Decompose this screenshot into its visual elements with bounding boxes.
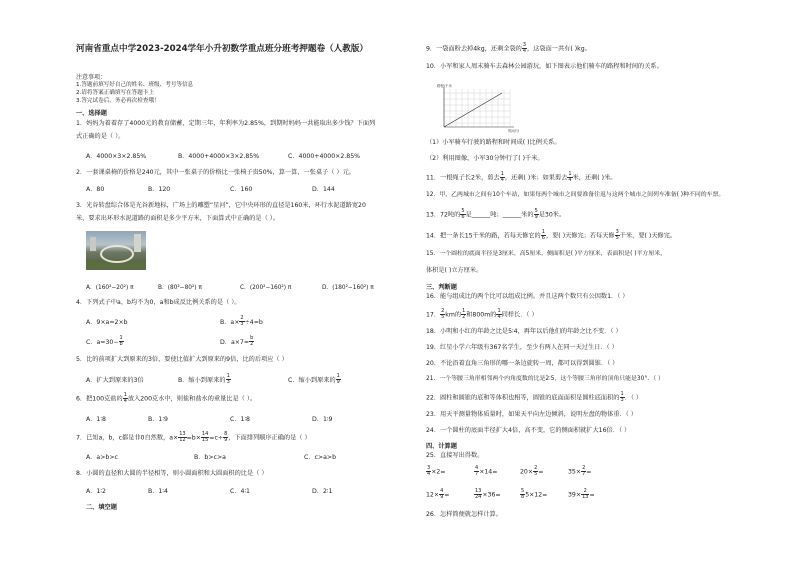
question-17: 17． $\frac{2}{5}$ km的 $\frac{1}{2}$ 和800m的 $\frac{1}{4}$ 同样长．（ ） bbox=[426, 308, 538, 320]
question-15: 15．一个圆柱的底面半径是3厘米，高5厘米，侧面积是( )平方厘米，表面积是( )平方厘米， bbox=[426, 251, 666, 257]
section-judge: 三、判断题 bbox=[426, 284, 457, 291]
fraction: $\frac{2}{5}$ bbox=[441, 308, 445, 320]
question-12: 12．甲、乙两城市之间有10个车站，如果每两个城市之间要准备往返与这两个城市之间列车准备( )种不同的车票。 bbox=[426, 192, 725, 198]
note-item: 2.请将答案正确填写在答题卡上 bbox=[76, 90, 155, 96]
option: B．(80²−80²) π bbox=[158, 285, 202, 291]
question-1: 1．妈妈为着着存了4000元的教育储蓄，定期三年，年利率为2.85%，到期时妈妈一共能取出多少钱？下面列 bbox=[76, 120, 376, 127]
question-5-options bbox=[86, 374, 341, 385]
fraction: $\frac{3}{4}$ bbox=[522, 42, 527, 54]
fraction: $\frac{13}{12}$ bbox=[179, 431, 186, 443]
calc-item: 20× $\frac{2}{5}$ = bbox=[520, 465, 544, 477]
section-calc: 四、计算题 bbox=[426, 443, 457, 450]
graph-x-label: 时间/分 bbox=[508, 129, 520, 133]
calc-item: 39× $\frac{2}{13}$ = bbox=[568, 488, 595, 500]
note-item: 3.答完试卷后，务必再次检查哦！ bbox=[76, 98, 160, 104]
option: A．1∶2 bbox=[86, 488, 106, 495]
fraction: $\frac{13}{24}$ bbox=[475, 488, 482, 500]
option: D．1∶9 bbox=[312, 416, 333, 423]
section-choice: 一、选择题 bbox=[76, 110, 107, 117]
option: C．a=30− $\frac{1}{b}$ bbox=[86, 335, 123, 347]
fraction: $\frac{2}{13}$ bbox=[582, 488, 589, 500]
option: B．120 bbox=[148, 186, 171, 193]
calc-item: $\frac{13}{24}$ ×36= bbox=[475, 488, 501, 500]
fraction: $\frac{1}{9}$ bbox=[336, 373, 340, 385]
fraction: $\frac{2}{5}$ bbox=[534, 465, 538, 477]
fraction: $\frac{14}{15}$ bbox=[201, 431, 209, 443]
option: A．4000×3×2.85% bbox=[86, 153, 147, 160]
question-9: 9．一袋面粉去掉4kg，还剩全袋的 $\frac{3}{4}$ ，这袋面一共有( )kg。 bbox=[426, 42, 591, 54]
question-19: 19．红星小学六年级有367名学生，至少有两人在同一天过生日．（ ） bbox=[426, 344, 618, 351]
page-title: 河南省重点中学2023-2024学年小升初数学重点班分班考押题卷（人教版） bbox=[76, 44, 369, 54]
question-2-options bbox=[86, 184, 335, 193]
question-1-options bbox=[86, 151, 360, 160]
option: C．4∶1 bbox=[230, 488, 250, 495]
fraction: $\frac{5}{8}$ bbox=[521, 488, 525, 500]
fraction: $\frac{8}{9}$ bbox=[224, 431, 228, 443]
question-8-options bbox=[86, 486, 332, 495]
note-item: 1.答题前填写好自己的姓名、班级、考号等信息 bbox=[76, 82, 194, 88]
option: B．1∶9 bbox=[148, 416, 168, 423]
option: A．(160²−20²) π bbox=[86, 285, 134, 291]
option: C．4000+4000×2.85% bbox=[288, 153, 361, 160]
section-fill: 二、填空题 bbox=[86, 504, 117, 511]
option: D．144 bbox=[312, 186, 335, 193]
fraction: $\frac{3}{4}$ bbox=[427, 465, 431, 477]
fraction: $\frac{2}{7}$ bbox=[582, 465, 586, 477]
question-10: 10．小军和家人周末骑车去森林公园游玩，如下图表示他们骑车的路程和时间的关系。 bbox=[426, 63, 663, 70]
question-6-options bbox=[86, 414, 332, 423]
calc-item: $\frac{3}{4}$ ×2= bbox=[427, 465, 446, 477]
option: C．c>a>b bbox=[304, 454, 336, 461]
option: B．1∶4 bbox=[148, 488, 168, 495]
option: C．(200²−160²) π bbox=[240, 285, 292, 291]
option: B．a× $\frac{2}{3}$ ÷4=b bbox=[220, 315, 263, 327]
distance-time-graph bbox=[436, 83, 522, 133]
option: A．9×a=2×b bbox=[86, 318, 128, 326]
question-25: 25．直接写出得数。 bbox=[426, 452, 484, 459]
fraction: $\frac{3}{5}$ bbox=[615, 229, 619, 241]
fraction: $\frac{1}{4}$ bbox=[123, 392, 127, 404]
question-26: 26．怎样简便就怎样计算。 bbox=[426, 511, 502, 518]
fraction: $\frac{4}{7}$ bbox=[475, 465, 479, 477]
fraction: $\frac{1}{b}$ bbox=[119, 335, 123, 347]
question-7: 7．已知a，b，c都是非0自然数，a× $\frac{13}{12}$ =b× $\frac{14}{15}$ =c÷ $\frac{8}{9}$ ，下面排列顺序正确的是（ ） bbox=[76, 431, 311, 443]
question-21: 21．一个等腰三角形相邻两个内角度数的比是2∶5，这个等腰三角形的顶角只能是30°．（ ） bbox=[426, 376, 664, 382]
fraction: $\frac{1}{3}$ bbox=[620, 391, 624, 403]
fraction: $\frac{1}{4}$ bbox=[500, 171, 504, 183]
fraction: $\frac{5}{6}$ bbox=[461, 208, 465, 220]
question-3: 3．光谷转盘综合体是光谷新地标，广场上的雕塑“星河”，它中央环形的直径是160米，环行水泥道路宽20 bbox=[76, 202, 366, 209]
option: A．80 bbox=[86, 186, 105, 193]
option: B．4000+4000×3×2.85% bbox=[178, 153, 260, 160]
question-4-options-row1 bbox=[86, 316, 263, 327]
question-22: 22．圆柱和圆锥的底和等体积也相等，圆锥的底面面积是圆柱底面积的 $\frac{1}{3}$ ．（ ） bbox=[426, 391, 643, 403]
question-1-line2: 式正确的是（ ）。 bbox=[76, 133, 125, 140]
option: D．(180²−160²) π bbox=[322, 285, 374, 291]
option: C．160 bbox=[230, 186, 253, 193]
question-3-options bbox=[86, 282, 374, 291]
question-18: 18．小明和小红的年龄之比是5∶4，再年以后他们的年龄之比不变．（ ） bbox=[426, 328, 622, 335]
question-4-options-row2 bbox=[86, 336, 254, 347]
calc-item: 12× $\frac{4}{9}$ = bbox=[426, 488, 450, 500]
question-2: 2．一套课桌椅的价格是240元，其中一张桌子的价格比一张椅子贵50%，算一算，一张桌子（ ）元。 bbox=[76, 169, 355, 176]
option: C．1∶8 bbox=[230, 416, 250, 423]
calc-item: $\frac{5}{8}$ 5×12= bbox=[521, 488, 548, 500]
graph-y-label: 路程/千米 bbox=[437, 84, 452, 88]
fraction: $\frac{1}{3}$ bbox=[226, 373, 230, 385]
calc-item: 35× $\frac{2}{7}$ = bbox=[568, 465, 592, 477]
option: C．缩小到原来的 $\frac{1}{9}$ bbox=[288, 373, 340, 385]
question-16: 16．能与组成比的两个比可以组成比例。并且这两个数只有公因数1．（ ） bbox=[426, 293, 629, 300]
question-20: 20．不论沿着直角三角形的哪一条边旋转一周，都可以得到圆锥．（ ） bbox=[426, 360, 619, 367]
fraction: $\frac{1}{4}$ bbox=[497, 308, 501, 320]
question-13: 13．72吨的 $\frac{5}{6}$ 是______吨；______米的 $\frac{5}{9}$ 是30米。 bbox=[426, 208, 566, 220]
option: D．a×7= $\frac{b}{2}$ bbox=[220, 335, 254, 347]
question-6: 6．把100克盐的 $\frac{1}{4}$ 放入200克水中，则盐和盐水的重量比是（ ）。 bbox=[76, 392, 257, 404]
question-8: 8．小圆的直径和大圆的半径相等，则小圆面积和大圆面积的比是（ ） bbox=[76, 470, 268, 477]
question-11: 11．一根绳子长2米，剪去 $\frac{1}{4}$ ，还剩( )米；如果剪去 $\frac{1}{4}$ 米，还剩( )米。 bbox=[426, 171, 617, 183]
question-10-part1: （1）小军骑车行驶的路程和时间成( )比例关系。 bbox=[426, 139, 561, 146]
question-5: 5．比的前项扩大到原来的3倍，要使比值扩大到原来的9倍，比的后项应（ ） bbox=[76, 356, 288, 363]
question-14: 14．把一条长15千米的路，若每天修它的 $\frac{1}{6}$ ，要( )天修完；若每天修 $\frac{3}{5}$ 千米，要( )天修完。 bbox=[426, 229, 677, 241]
option: D．2∶1 bbox=[312, 488, 333, 495]
question-10-part2: （2）利用图像，小军30分钟行了( )千米。 bbox=[426, 155, 544, 162]
question-15-line2: 体积是( )立方厘米。 bbox=[426, 267, 483, 274]
sculpture-photo bbox=[86, 231, 146, 270]
fraction: $\frac{b}{2}$ bbox=[250, 335, 254, 347]
fraction: $\frac{2}{3}$ bbox=[240, 315, 244, 327]
calc-item: $\frac{4}{7}$ ×14= bbox=[475, 465, 498, 477]
fraction: $\frac{4}{9}$ bbox=[440, 488, 444, 500]
option: A．扩大到原来的3倍 bbox=[86, 376, 144, 384]
fraction: $\frac{1}{2}$ bbox=[462, 308, 466, 320]
question-24: 24．一个圆柱的底面半径扩大4倍，高不变，它的侧面积就扩大16倍．（ ） bbox=[426, 427, 631, 434]
question-3-line2: 米，要求出环形水泥道路的面积是多少平方米，下面算式中正确的是（ ）。 bbox=[76, 215, 280, 222]
question-4: 4．下列式子中a，b均不为0，a和b成反比例关系的是（ ）。 bbox=[76, 299, 241, 306]
fraction: $\frac{1}{4}$ bbox=[568, 171, 572, 183]
question-23: 23．用天平测量物体质量时，如果天平向左边倾斜，说明左盘的物体重．（ ） bbox=[426, 411, 637, 418]
option: B．缩小到原来的 $\frac{1}{3}$ bbox=[178, 373, 230, 385]
fraction: $\frac{1}{6}$ bbox=[541, 229, 545, 241]
fraction: $\frac{5}{9}$ bbox=[534, 208, 538, 220]
option: A．a>b>c bbox=[86, 454, 118, 461]
notes-heading: 注意事项： bbox=[76, 74, 107, 81]
option: A．1∶8 bbox=[86, 416, 106, 423]
option: B．b>c>a bbox=[194, 454, 226, 461]
question-7-options bbox=[86, 452, 336, 461]
